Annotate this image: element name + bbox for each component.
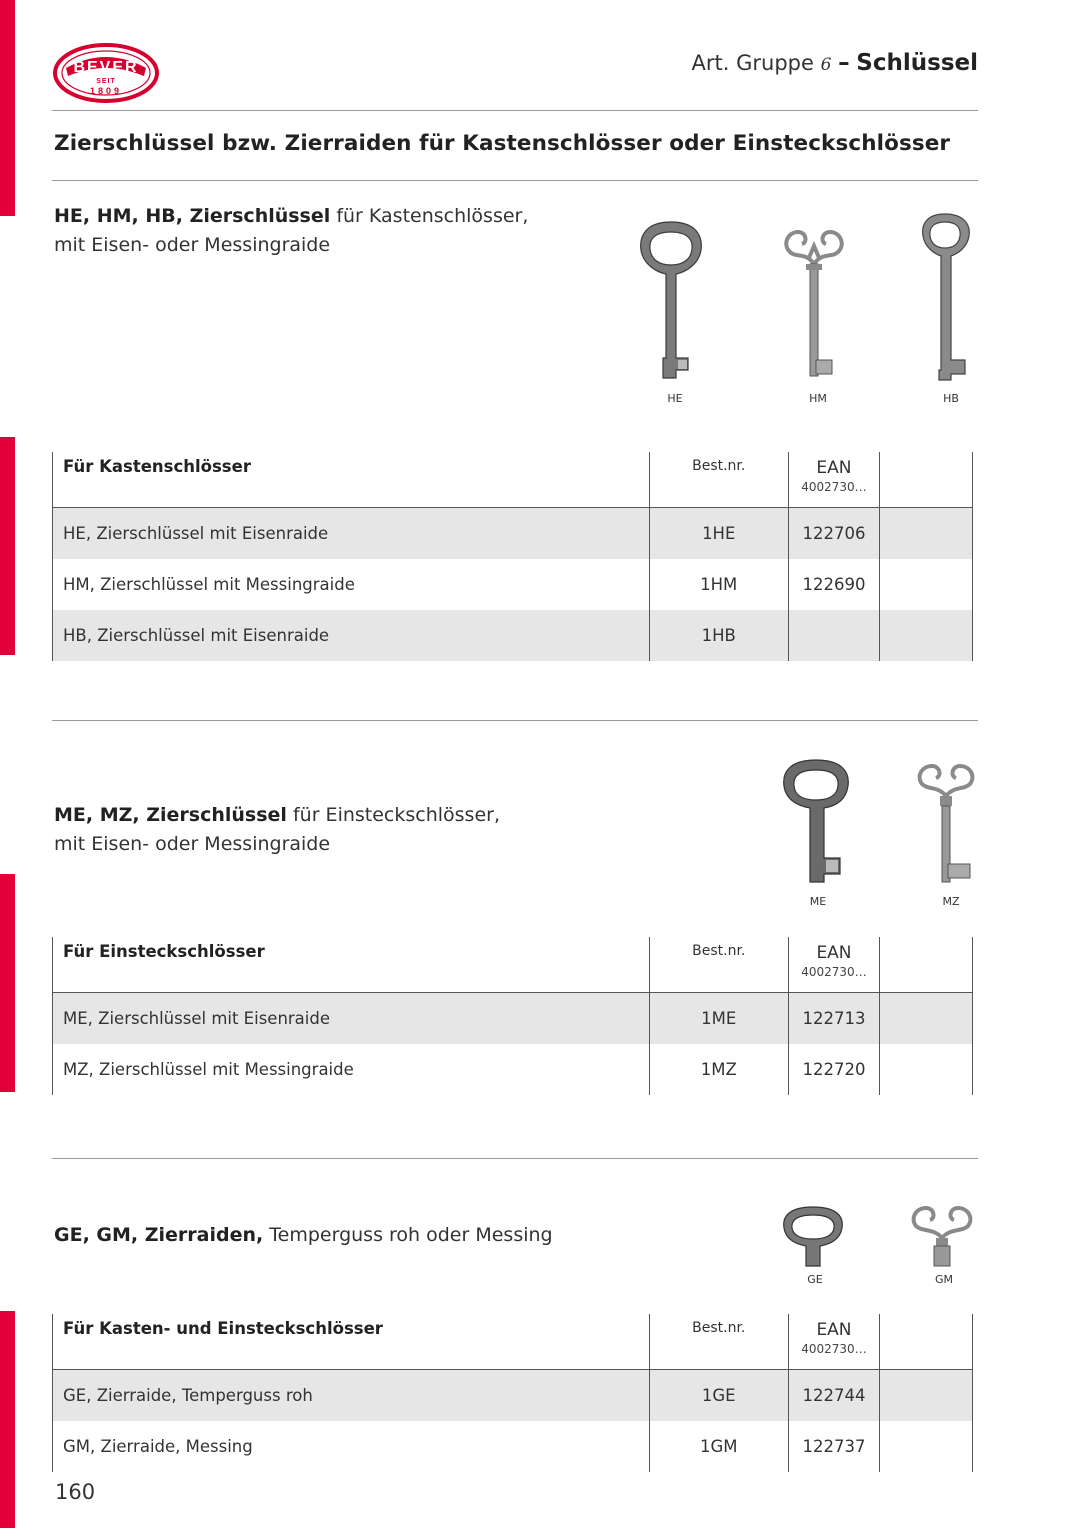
page-number: 160: [55, 1480, 96, 1504]
table-row: GE, Zierraide, Temperguss roh 1GE 122744: [53, 1370, 973, 1422]
raide-label-gm: GM: [934, 1273, 953, 1286]
section-title-3: GE, GM, Zierraiden, Temperguss roh oder Messing: [54, 1224, 553, 1246]
table-header-bestnr: Best.nr.: [649, 937, 788, 993]
section-title-2: ME, MZ, Zierschlüssel für Einsteckschlösser, mit Eisen- oder Messingraide: [54, 804, 501, 855]
table-row: MZ, Zierschlüssel mit Messingraide 1MZ 122720: [53, 1044, 973, 1095]
table-row: HE, Zierschlüssel mit Eisenraide 1HE 122706: [53, 508, 973, 560]
raide-ge-image: [778, 1204, 848, 1270]
section-title-1: HE, HM, HB, Zierschlüssel für Kastenschlösser, mit Eisen- oder Messingraide: [54, 205, 529, 256]
key-mz-image: [912, 760, 982, 890]
group-prefix: Art. Gruppe: [691, 51, 814, 75]
red-side-tab: [0, 0, 15, 216]
title-divider: [52, 180, 978, 181]
table-header-row: [53, 937, 973, 993]
key-hb-image: [917, 210, 973, 386]
red-side-tab: [0, 437, 15, 655]
table-header-row: [53, 452, 973, 508]
table-header-label: Für Einsteckschlösser: [53, 937, 650, 993]
key-he-image: [636, 218, 706, 386]
group-name: Schlüssel: [856, 50, 978, 76]
section-divider: [52, 720, 978, 721]
table-header-label: Für Kastenschlösser: [53, 452, 650, 508]
article-group-header: [692, 50, 978, 76]
key-label-he: HE: [667, 392, 683, 405]
table-row: HM, Zierschlüssel mit Messingraide 1HM 122690: [53, 559, 973, 610]
group-number: 6: [820, 55, 832, 75]
table-header-ean: EAN 4002730…: [788, 452, 880, 508]
table-header-bestnr: Best.nr.: [649, 1314, 788, 1370]
raide-gm-image: [906, 1204, 978, 1270]
table-row: ME, Zierschlüssel mit Eisenraide 1ME 122713: [53, 993, 973, 1045]
svg-text:SEIT: SEIT: [96, 78, 116, 85]
table-row: GM, Zierraide, Messing 1GM 122737: [53, 1421, 973, 1472]
table-header-label: Für Kasten- und Einsteckschlösser: [53, 1314, 650, 1370]
table-header-ean: EAN 4002730…: [788, 1314, 880, 1370]
key-me-image: [778, 756, 854, 890]
key-label-hb: HB: [943, 392, 959, 405]
group-dash: –: [838, 50, 850, 76]
raide-label-ge: GE: [807, 1273, 823, 1286]
red-side-tab: [0, 1311, 15, 1528]
product-table-kastenschloesser: [52, 452, 973, 661]
svg-text:BEVER: BEVER: [73, 59, 139, 76]
table-header-row: [53, 1314, 973, 1370]
key-hm-image: [776, 224, 852, 386]
product-table-kasten-und-einsteck: [52, 1314, 973, 1472]
page-title: Zierschlüssel bzw. Zierraiden für Kastenschlösser oder Einsteckschlösser: [54, 131, 951, 156]
svg-text:1809: 1809: [89, 86, 123, 96]
key-label-hm: HM: [809, 392, 827, 405]
table-header-ean: EAN 4002730…: [788, 937, 880, 993]
bever-logo: [52, 42, 160, 104]
header-divider: [52, 110, 978, 111]
table-header-bestnr: Best.nr.: [649, 452, 788, 508]
product-table-einsteckschloesser: [52, 937, 973, 1095]
red-side-tab: [0, 874, 15, 1092]
table-row: HB, Zierschlüssel mit Eisenraide 1HB: [53, 610, 973, 661]
key-label-mz: MZ: [942, 895, 960, 908]
key-label-me: ME: [809, 895, 827, 908]
section-divider: [52, 1158, 978, 1159]
